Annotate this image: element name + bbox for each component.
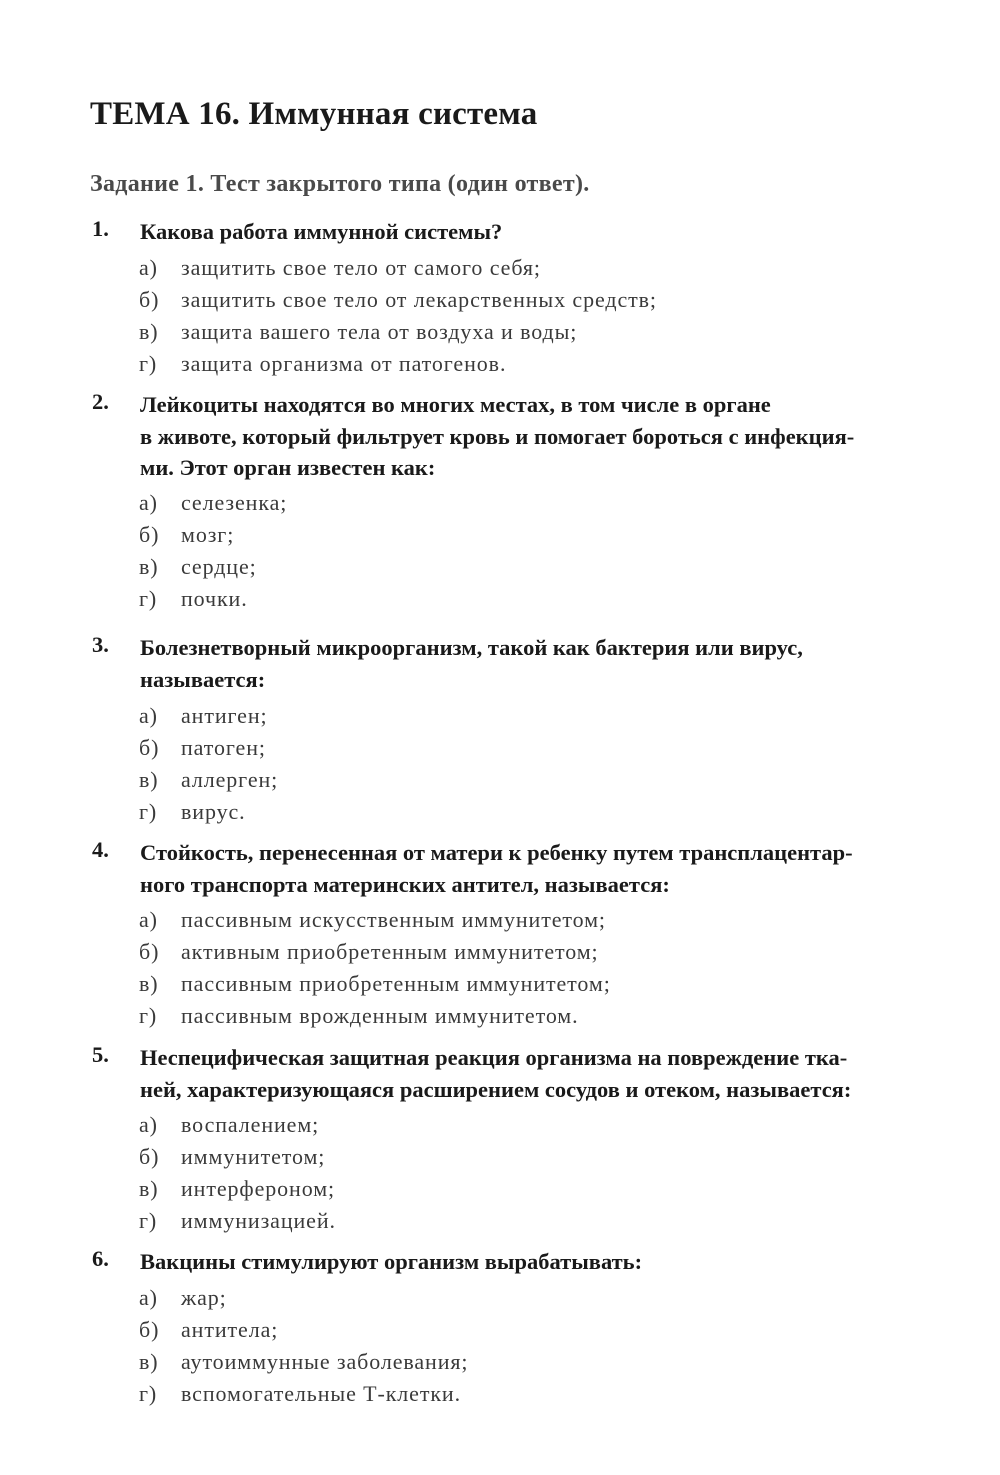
- option-label: г): [139, 1003, 158, 1028]
- option-label: а): [139, 703, 158, 728]
- option-text: мозг;: [181, 522, 235, 547]
- option-text: защита вашего тела от воздуха и воды;: [181, 319, 578, 344]
- answer-option[interactable]: [139, 1381, 461, 1407]
- answer-option[interactable]: [139, 1285, 227, 1311]
- option-text: антиген;: [181, 703, 268, 728]
- question-text: Лейкоциты находятся во многих местах, в том числе в органе в животе, который фильтрует кровь и помогает бороться с инфекция- ми. Этот орган известен как:: [140, 392, 855, 480]
- answer-option[interactable]: [139, 1349, 468, 1375]
- option-label: в): [139, 767, 159, 792]
- option-label: б): [139, 287, 160, 312]
- option-label: в): [139, 554, 159, 579]
- answer-option[interactable]: [139, 586, 248, 612]
- option-text: жар;: [181, 1285, 227, 1310]
- option-label: а): [139, 1285, 158, 1310]
- answer-option[interactable]: [139, 767, 278, 793]
- question-number: 5.: [92, 1042, 109, 1067]
- answer-option[interactable]: [139, 287, 657, 313]
- option-text: защитить свое тело от самого себя;: [181, 255, 541, 280]
- option-label: г): [139, 586, 158, 611]
- option-text: селезенка;: [181, 490, 288, 515]
- question-text: Неспецифическая защитная реакция организма на повреждение тка- ней, характеризующаяся расширением сосудов и отеком, называется:: [140, 1045, 852, 1102]
- option-label: б): [139, 522, 160, 547]
- option-label: б): [139, 735, 160, 760]
- option-label: г): [139, 1381, 158, 1406]
- option-label: в): [139, 971, 159, 996]
- answer-option[interactable]: [139, 1112, 319, 1138]
- option-label: б): [139, 939, 160, 964]
- question-number: 2.: [92, 389, 109, 414]
- question-text: Вакцины стимулируют организм вырабатывать:: [140, 1249, 643, 1274]
- question-number: 4.: [92, 837, 109, 862]
- option-text: вирус.: [181, 799, 246, 824]
- answer-option[interactable]: [139, 522, 234, 548]
- option-text: пассивным приобретенным иммунитетом;: [181, 971, 611, 996]
- option-label: в): [139, 319, 159, 344]
- option-label: в): [139, 1176, 159, 1201]
- option-text: защита организма от патогенов.: [181, 351, 507, 376]
- option-text: патоген;: [181, 735, 266, 760]
- task-title: Задание 1. Тест закрытого типа (один ответ).: [90, 171, 590, 197]
- answer-option[interactable]: [139, 554, 257, 580]
- answer-option[interactable]: [139, 703, 268, 729]
- question-number: 1.: [92, 216, 109, 241]
- answer-option[interactable]: [139, 1317, 278, 1343]
- option-text: иммунитетом;: [181, 1144, 326, 1169]
- question-text: Какова работа иммунной системы?: [140, 219, 503, 244]
- answer-option[interactable]: [139, 1176, 335, 1202]
- option-text: антитела;: [181, 1317, 279, 1342]
- answer-option[interactable]: [139, 1144, 325, 1170]
- topic-title: ТЕМА 16. Иммунная система: [90, 96, 538, 132]
- option-label: в): [139, 1349, 159, 1374]
- question-text: Стойкость, перенесенная от матери к ребенку путем трансплацентар- ного транспорта материнских антител, называется:: [140, 840, 853, 897]
- option-text: аутоиммунные заболевания;: [181, 1349, 469, 1374]
- option-text: аллерген;: [181, 767, 279, 792]
- option-label: а): [139, 255, 158, 280]
- answer-option[interactable]: [139, 735, 266, 761]
- answer-option[interactable]: [139, 907, 606, 933]
- answer-option[interactable]: [139, 799, 246, 825]
- option-text: иммунизацией.: [181, 1208, 336, 1233]
- option-label: а): [139, 907, 158, 932]
- option-label: б): [139, 1317, 160, 1342]
- answer-option[interactable]: [139, 971, 611, 997]
- option-text: вспомогательные Т-клетки.: [181, 1381, 462, 1406]
- option-label: а): [139, 490, 158, 515]
- question-number: 3.: [92, 632, 109, 657]
- option-text: почки.: [181, 586, 248, 611]
- answer-option[interactable]: [139, 255, 541, 281]
- option-text: сердце;: [181, 554, 257, 579]
- option-label: г): [139, 1208, 158, 1233]
- option-text: пассивным врожденным иммунитетом.: [181, 1003, 579, 1028]
- answer-option[interactable]: [139, 319, 577, 345]
- question-number: 6.: [92, 1246, 109, 1271]
- answer-option[interactable]: [139, 1003, 579, 1029]
- option-label: г): [139, 351, 158, 376]
- option-text: воспалением;: [181, 1112, 320, 1137]
- option-text: пассивным искусственным иммунитетом;: [181, 907, 606, 932]
- answer-option[interactable]: [139, 490, 287, 516]
- option-text: интерфероном;: [181, 1176, 336, 1201]
- answer-option[interactable]: [139, 351, 506, 377]
- option-label: б): [139, 1144, 160, 1169]
- option-text: защитить свое тело от лекарственных средств;: [181, 287, 657, 312]
- option-label: г): [139, 799, 158, 824]
- option-label: а): [139, 1112, 158, 1137]
- answer-option[interactable]: [139, 939, 599, 965]
- question-text: Болезнетворный микроорганизм, такой как бактерия или вирус, называется:: [140, 635, 803, 692]
- option-text: активным приобретенным иммунитетом;: [181, 939, 599, 964]
- answer-option[interactable]: [139, 1208, 336, 1234]
